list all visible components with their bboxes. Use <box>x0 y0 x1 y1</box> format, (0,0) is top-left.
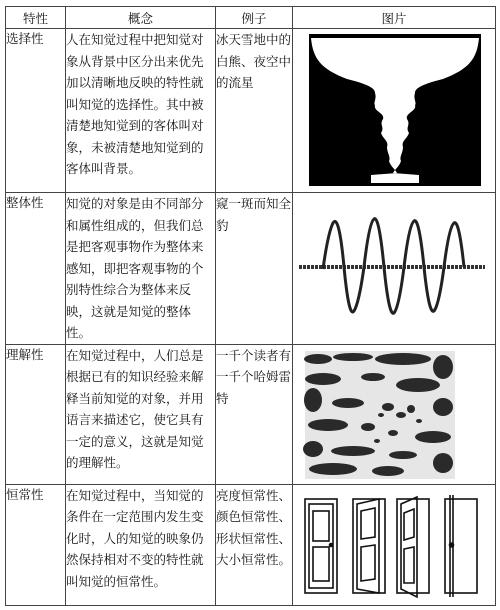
image-cell <box>293 484 496 605</box>
perception-table <box>5 6 496 606</box>
example-cell: 亮度恒常性、颜色恒常性、形状恒常性、大小恒常性。 <box>216 484 293 605</box>
trait-cell: 选择性 <box>6 29 66 193</box>
header-example: 例子 <box>216 7 293 29</box>
example-cell: 冰天雪地中的白熊、夜空中的流星 <box>216 29 293 193</box>
trait-cell: 恒常性 <box>6 484 66 605</box>
concept-cell: 人在知觉过程中把知觉对象从背景中区分出来优先加以清晰地反映的特性就叫知觉的选择性。其中被清楚地知觉到的客体叫对象，未被清楚地知觉到的客体叫背景。 <box>66 29 216 193</box>
door-slightly-open <box>353 499 385 593</box>
concept-cell: 在知觉过程中，当知觉的条件在一定范围内发生变化时，人的知觉的映象仍然保持相对不变的特性就叫知觉的恒常性。 <box>66 484 216 605</box>
table-row <box>6 193 496 345</box>
example-cell: 窥一斑而知全豹 <box>216 193 293 345</box>
hidden-dalmatian-figure <box>293 345 496 484</box>
header-image: 图片 <box>293 7 496 29</box>
image-cell <box>293 344 496 484</box>
concept-cell: 在知觉过程中，人们总是根据已有的知识经验来解释当前知觉的对象，并用语言来描述它，使它具有一定的意义，这就是知觉的理解性。 <box>66 344 216 484</box>
vase-faces-figure <box>293 29 496 192</box>
door-half-open <box>397 497 429 597</box>
door-shape-constancy-figure <box>293 485 496 605</box>
trait-cell: 理解性 <box>6 344 66 484</box>
trait-cell: 整体性 <box>6 193 66 345</box>
concept-cell: 知觉的对象是由不同部分和属性组成的，但我们总是把客观事物作为整体来感知，即把客观事物的个别特性综合为整体来反映，这就是知觉的整体性。 <box>66 193 216 345</box>
table-row <box>6 29 496 193</box>
image-cell <box>293 193 496 345</box>
image-cell <box>293 29 496 193</box>
header-row <box>6 7 496 29</box>
header-trait: 特性 <box>6 7 66 29</box>
example-cell: 一千个读者有一千个哈姆雷特 <box>216 344 293 484</box>
header-concept: 概念 <box>66 7 216 29</box>
sine-wave-figure <box>293 193 496 339</box>
door-fully-open <box>445 495 477 597</box>
table-row <box>6 344 496 484</box>
table-row <box>6 484 496 605</box>
door-closed <box>305 499 337 593</box>
